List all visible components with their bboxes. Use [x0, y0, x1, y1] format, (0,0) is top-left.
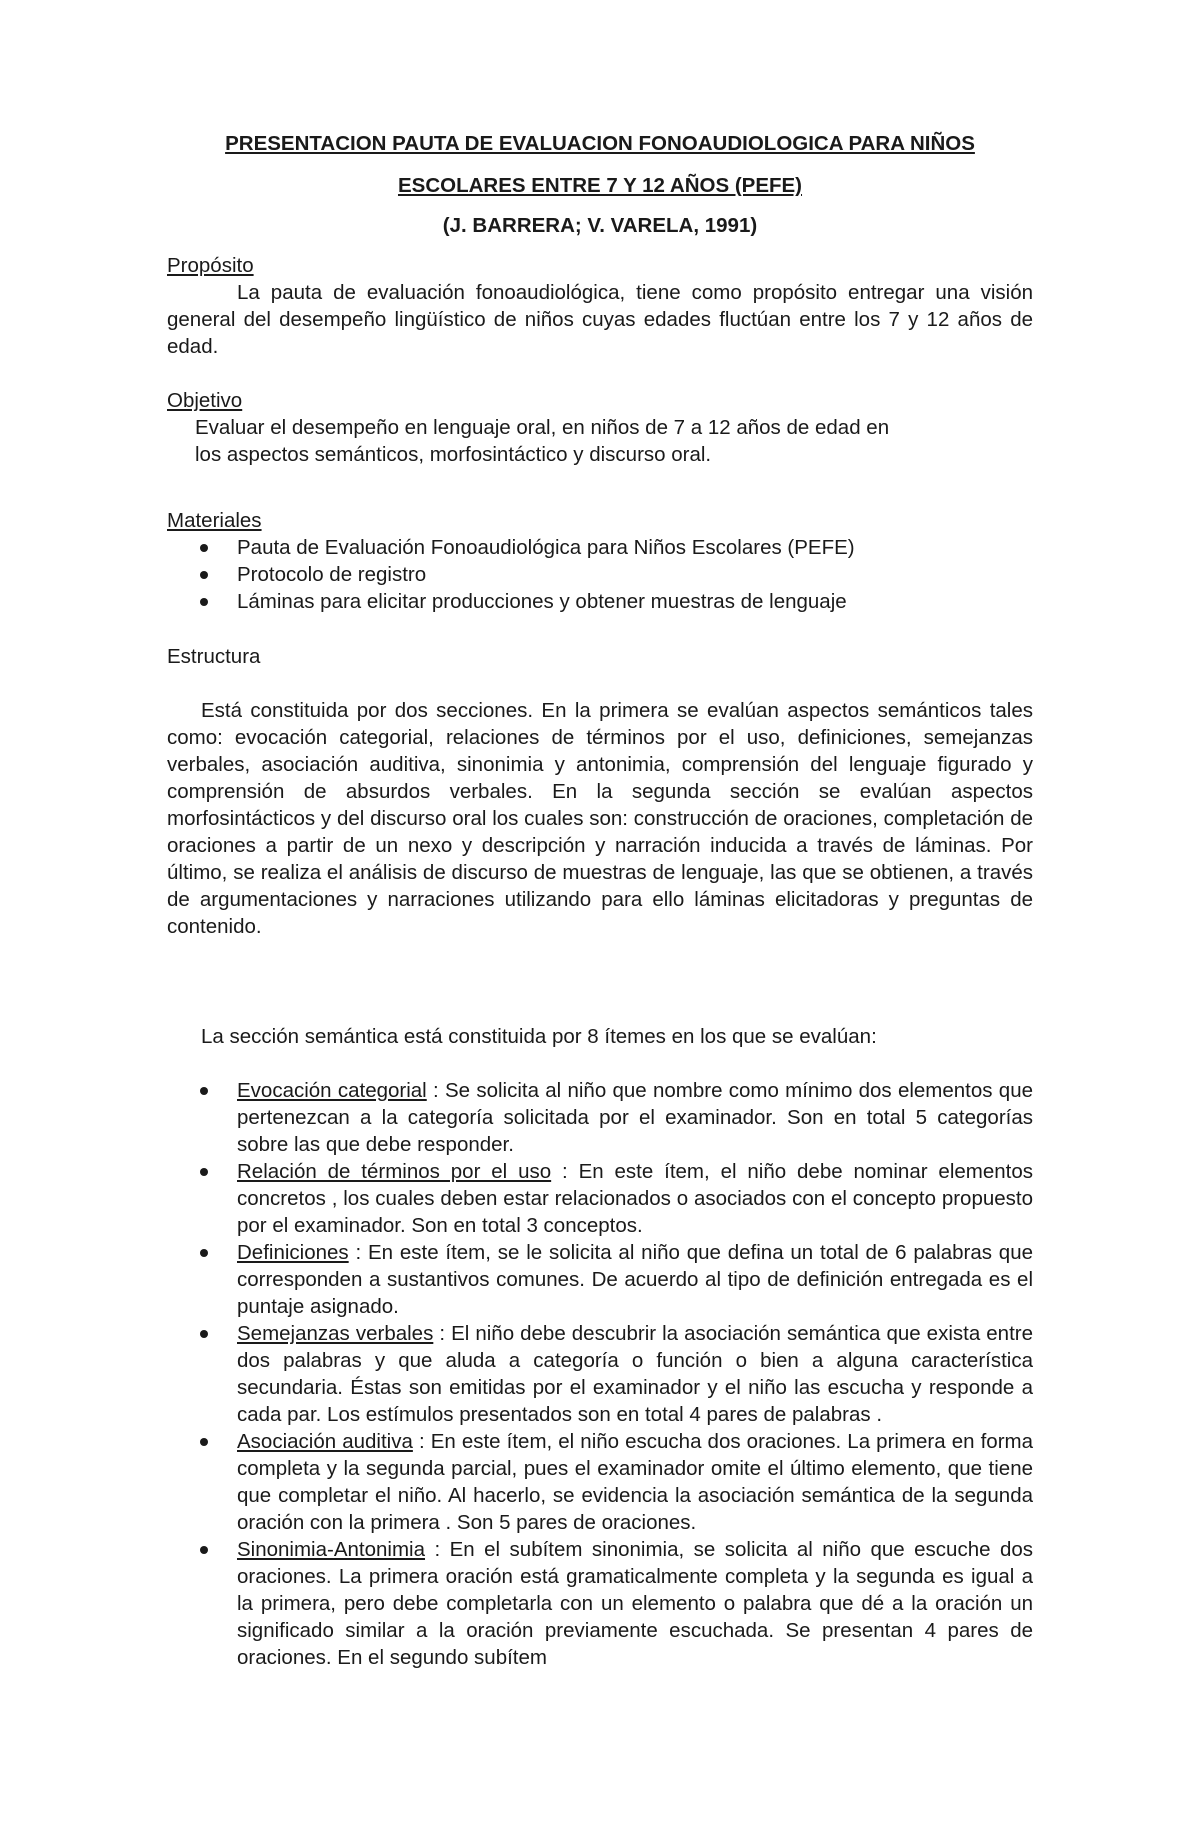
item-description: : Se solicita al niño que nombre como mínimo dos elementos que pertenezcan a la categoría solicitada por el examinador. Son en total 5 categorías sobre las que debe responder.	[237, 1079, 1034, 1156]
item-description: : En el subítem sinonimia, se solicita al niño que escuche dos oraciones. La primera oración está gramaticalmente completa y la segunda es igual a la primera, pero debe completarla con un elemento o palabra que dé a la oración un significado similar a la oración previamente escuchada. Se presentan 4 pares de oraciones. En el segundo subítem	[237, 1538, 1033, 1669]
list-item	[200, 588, 1033, 615]
list-item	[200, 1428, 1033, 1536]
list-item	[200, 1320, 1033, 1428]
list-item-text: Pauta de Evaluación Fonoaudiológica para Niños Escolares (PEFE)	[237, 536, 855, 559]
bullet-icon	[200, 1546, 208, 1554]
item-description: : En este ítem, el niño escucha dos oraciones. La primera en forma completa y la segunda parcial, pues el examinador omite el último elemento, que tiene que completar el niño. Al hacerlo, se evidencia la asociación semántica de la segunda oración con la primera . Son 5 pares de oraciones.	[237, 1430, 1033, 1534]
document-title-line-2: ESCOLARES ENTRE 7 Y 12 AÑOS (PEFE)	[397, 174, 803, 197]
list-item	[200, 534, 1033, 561]
list-item	[200, 561, 1033, 588]
list-item-text: Láminas para elicitar producciones y obtener muestras de lenguaje	[237, 590, 847, 613]
seccion-semantica-list	[200, 1077, 1033, 1671]
objetivo-line-2: los aspectos semánticos, morfosintáctico y discurso oral.	[195, 443, 712, 466]
item-term: Sinonimia-Antonimia	[237, 1538, 426, 1561]
bullet-icon	[200, 1438, 208, 1446]
bullet-icon	[200, 1249, 208, 1257]
item-term: Definiciones	[237, 1241, 349, 1264]
list-item-text: Protocolo de registro	[237, 563, 427, 586]
estructura-paragraph: Está constituida por dos secciones. En la primera se evalúan aspectos semánticos tales como: evocación categorial, relaciones de términos por el uso, definiciones, semejanzas verbales, asociación auditiva, sinonimia y antonimia, comprensión del lenguaje figurado y comprensión de absurdos verbales. En la segunda sección se evalúan aspectos morfosintácticos y del discurso oral los cuales son: construcción de oraciones, completación de oraciones a partir de un nexo y descripción y narración inducida a través de láminas. Por último, se realiza el análisis de discurso de muestras de lenguaje, las que se obtienen, a través de argumentaciones y narraciones utilizando para ello láminas elicitadoras y preguntas de contenido.	[167, 699, 1033, 938]
bullet-icon	[200, 598, 208, 606]
item-term: Evocación categorial	[237, 1079, 427, 1102]
objetivo-heading: Objetivo	[167, 389, 243, 412]
list-item	[200, 1239, 1033, 1320]
materiales-heading: Materiales	[167, 509, 262, 532]
list-item	[200, 1158, 1033, 1239]
proposito-heading: Propósito	[167, 254, 254, 277]
document-authors: (J. BARRERA; V. VARELA, 1991)	[442, 214, 758, 237]
item-term: Relación de términos por el uso	[237, 1160, 552, 1183]
item-description: : El niño debe descubrir la asociación semántica que exista entre dos palabras y que aluda a categoría o función o bien a alguna característica secundaria. Éstas son emitidas por el examinador y el niño las escucha y responde a cada par. Los estímulos presentados son en total 4 pares de palabras .	[237, 1322, 1033, 1426]
list-item	[200, 1077, 1033, 1158]
list-item	[200, 1536, 1033, 1671]
bullet-icon	[200, 1168, 208, 1176]
objetivo-line-1: Evaluar el desempeño en lenguaje oral, en niños de 7 a 12 años de edad en	[195, 416, 890, 439]
proposito-paragraph: La pauta de evaluación fonoaudiológica, tiene como propósito entregar una visión general del desempeño lingüístico de niños cuyas edades fluctúan entre los 7 y 12 años de edad.	[167, 281, 1033, 358]
bullet-icon	[200, 544, 208, 552]
bullet-icon	[200, 1330, 208, 1338]
bullet-icon	[200, 1087, 208, 1095]
document-title-line-1: PRESENTACION PAUTA DE EVALUACION FONOAUDIOLOGICA PARA NIÑOS	[225, 132, 975, 155]
item-description: : En este ítem, el niño debe nominar elementos concretos , los cuales deben estar relacionados o asociados con el concepto propuesto por el examinador. Son en total 3 conceptos.	[237, 1160, 1033, 1237]
item-term: Asociación auditiva	[237, 1430, 413, 1453]
item-description: : En este ítem, se le solicita al niño que defina un total de 6 palabras que corresponden a sustantivos comunes. De acuerdo al tipo de definición entregada es el puntaje asignado.	[237, 1241, 1033, 1318]
bullet-icon	[200, 571, 208, 579]
seccion-semantica-intro: La sección semántica está constituida por 8 ítemes en los que se evalúan:	[201, 1025, 877, 1048]
estructura-heading: Estructura	[167, 645, 261, 668]
materiales-list	[200, 534, 1033, 615]
item-term: Semejanzas verbales	[237, 1322, 434, 1345]
